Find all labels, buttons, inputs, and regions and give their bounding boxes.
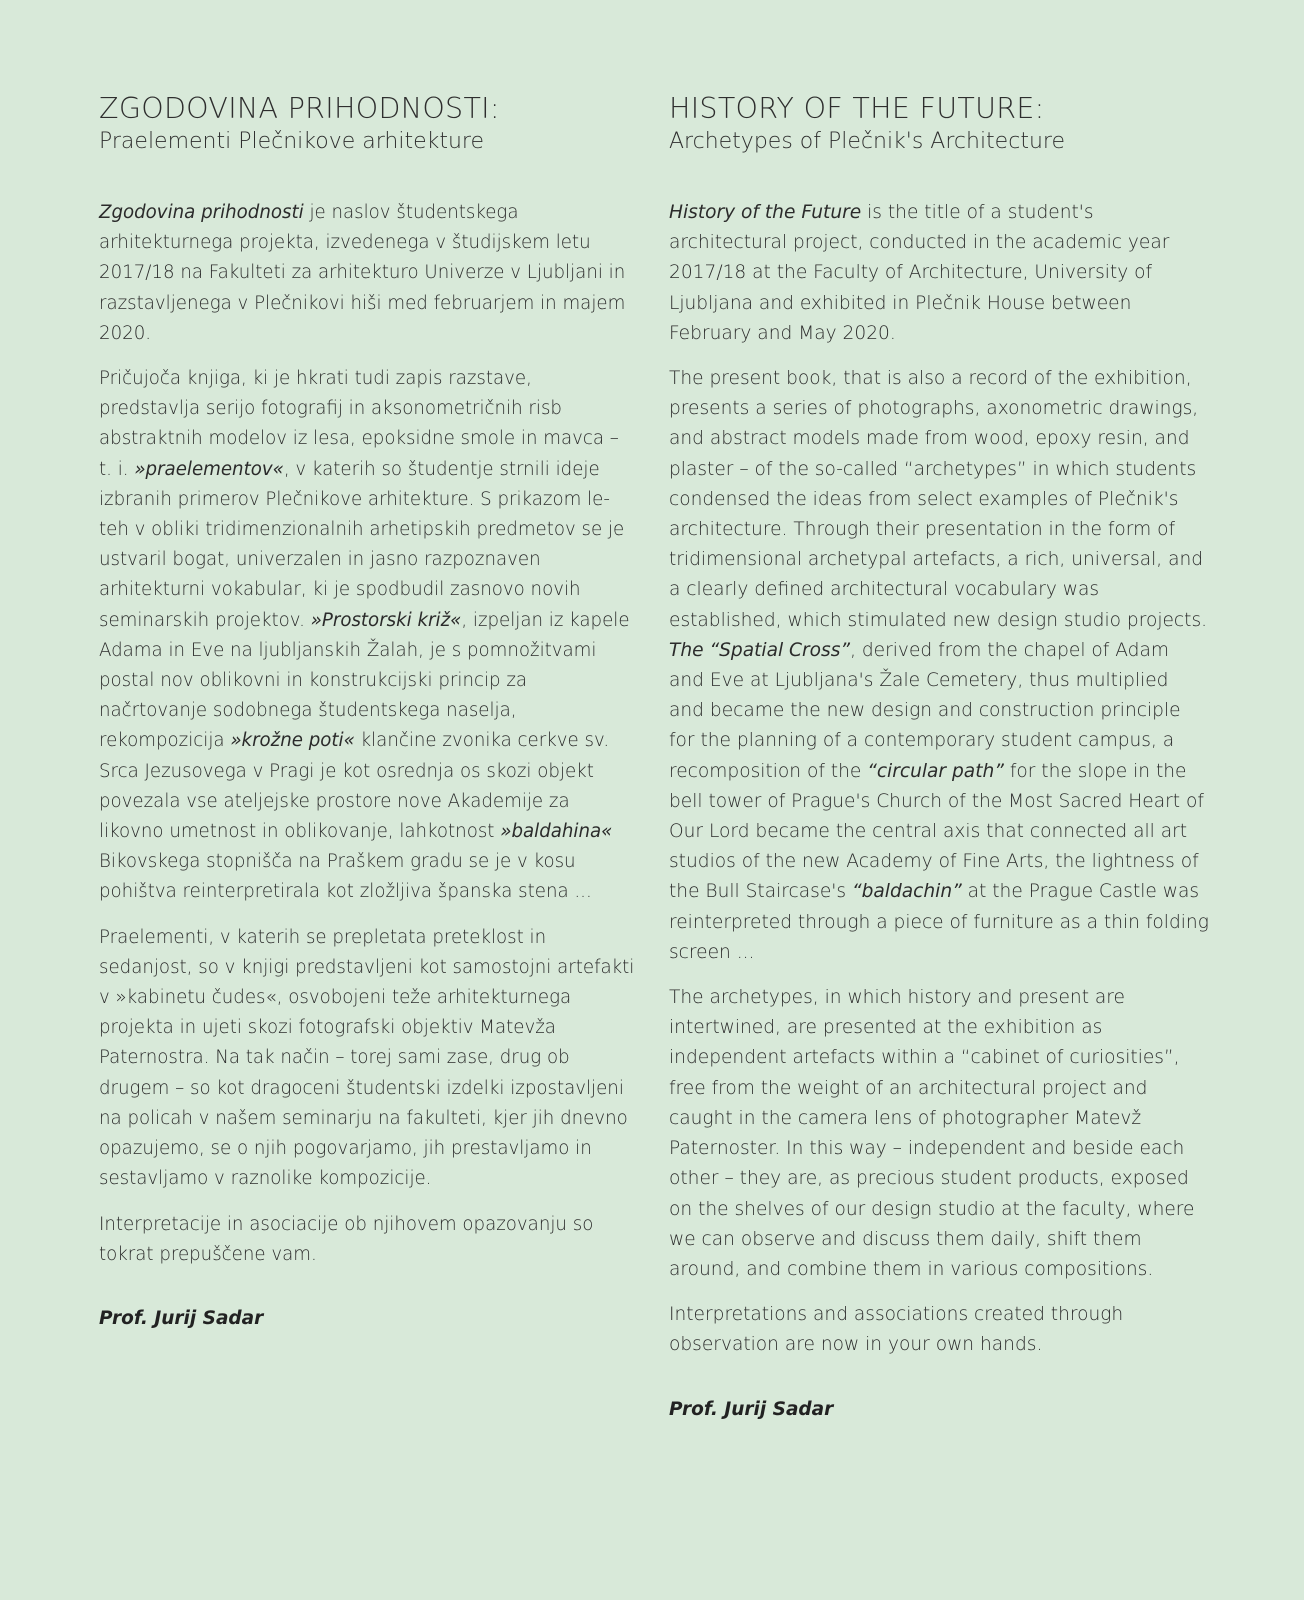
paragraph-text: for the slope in the bell tower of Prague's Church of the Most Sacred Heart of Our Lord became the central axis that connected all art studios of the new Academy of Fine Arts, the lightness of the Bull Staircase's bbox=[669, 760, 1204, 903]
paragraph-text: is the title of a student's architectural project, conducted in the academic year 2017/18 at the Faculty of Architecture, University of Ljubljana and exhibited in Plečnik House between February and May 2020. bbox=[669, 202, 1170, 344]
slovenian-paragraph-4: Interpretacije in asociacije ob njihovem opazovanju so tokrat prepuščene vam. bbox=[99, 1213, 594, 1265]
italic-term: “baldachin” bbox=[851, 881, 962, 903]
paragraph-text: , v katerih so študentje strnili ideje izbranih primerov Plečnikove arhitekture. S prikazom le-teh v obliki tridimenzionalnih arhetipskih predmetov se je ustvaril bogat, univerzalen in jasno razpoznaven arhitekturni vokabular, ki je spodbudil zasnovo novih seminarskih projektov. bbox=[99, 458, 625, 631]
english-paragraph-3: The archetypes, in which history and present are intertwined, are presented at the exhibition as independent artefacts within a “cabinet of curiosities”, free from the weight of an architectural project and caught in the camera lens of photographer Matevž Paternoster. In this way – independent and beside each other – they are, as precious student products, exposed on the shelves of our design studio at the faculty, where we can observe and discuss them daily, shift them around, and combine them in various compositions. bbox=[669, 987, 1195, 1280]
italic-term: The “Spatial Cross” bbox=[669, 639, 851, 661]
paragraph-text: The present book, that is also a record of the exhibition, presents a series of photographs, axonometric drawings, and abstract models made from wood, epoxy resin, and plaster – of the so-called “archetypes” in which students condensed the ideas from select examples of Plečnik's architecture. Through their presentation in the form of tridimensional archetypal artefacts, a rich, universal, and a clearly defined architectural vocabulary was established, which stimulated new design studio projects. bbox=[669, 368, 1208, 631]
italic-term: »baldahina« bbox=[500, 821, 613, 843]
italic-term: “circular path” bbox=[867, 760, 1004, 782]
english-paragraph-1 bbox=[669, 198, 1209, 349]
slovenian-paragraph-1 bbox=[99, 198, 637, 349]
slovenian-column bbox=[99, 92, 637, 1329]
english-title: HISTORY OF THE FUTURE: bbox=[669, 92, 1045, 125]
slovenian-title: ZGODOVINA PRIHODNOSTI: bbox=[99, 92, 500, 125]
project-title-italic: Zgodovina prihodnosti bbox=[99, 202, 304, 223]
slovenian-paragraph-3: Praelementi, v katerih se prepletata preteklost in sedanjost, so v knjigi predstavljeni kot samostojni artefakti v »kabinetu čudes«, osvobojeni teže arhitekturnega projekta in ujeti skozi fotografski objektiv Matevža Paternostra. Na tak način – torej sami zase, drug ob drugem – so kot dragoceni študentski izdelki izpostavljeni na policah v našem seminarju na fakulteti, kjer jih dnevno opazujemo, se o njih pogovarjamo, jih prestavljamo in sestavljamo v raznolike kompozicije. bbox=[99, 926, 635, 1190]
project-title-italic: History of the Future bbox=[669, 202, 862, 223]
italic-term: »krožne poti« bbox=[230, 730, 355, 752]
english-column bbox=[669, 92, 1209, 1420]
english-signature: Prof. Jurij Sadar bbox=[669, 1398, 834, 1420]
paragraph-text: Pričujoča knjiga, ki je hkrati tudi zapis razstave, predstavlja serijo fotografij in aksonometričnih risb abstraktnih modelov iz lesa, epoksidne smole in mavca – t. i. bbox=[99, 368, 619, 480]
paragraph-text: klančine zvonika cerkve sv. Srca Jezusovega v Pragi je kot osrednja os skozi objekt povezala vse ateljejske prostore nove Akademije za likovno umetnost in oblikovanje, lahkotnost bbox=[99, 730, 610, 843]
english-paragraph-4: Interpretations and associations created through observation are now in your own hands. bbox=[669, 1304, 1124, 1356]
english-paragraph-2 bbox=[669, 364, 1209, 968]
slovenian-subtitle: Praelementi Plečnikove arhitekture bbox=[99, 129, 485, 154]
paragraph-text: Bikovskega stopnišča na Praškem gradu se je v kosu pohištva reinterpretirala kot zložljiva španska stena ... bbox=[99, 851, 592, 903]
italic-term: »praelementov« bbox=[134, 458, 284, 480]
paragraph-text: , izpeljan iz kapele Adama in Eve na ljubljanskih Žalah, je s pomnožitvami postal nov oblikovni in konstrukcijski princip za načrtovanje sodobnega študentskega naselja, rekompozicija bbox=[99, 609, 630, 752]
paragraph-text: at the Prague Castle was reinterpreted through a piece of furniture as a thin folding screen ... bbox=[669, 881, 1209, 963]
english-subtitle: Archetypes of Plečnik's Architecture bbox=[669, 129, 1065, 154]
slovenian-paragraph-2 bbox=[99, 364, 637, 908]
paragraph-text: , derived from the chapel of Adam and Eve at Ljubljana's Žale Cemetery, thus multiplied and became the new design and construction principle for the planning of a contemporary student campus, a recomposition of the bbox=[669, 639, 1181, 782]
paragraph-text: je naslov študentskega arhitekturnega projekta, izvedenega v študijskem letu 2017/18 na Fakulteti za arhitekturo Univerze v Ljubljani in razstavljenega v Plečnikovi hiši med februarjem in majem 2020. bbox=[99, 202, 626, 344]
italic-term: »Prostorski križ« bbox=[310, 609, 462, 631]
slovenian-signature: Prof. Jurij Sadar bbox=[99, 1307, 264, 1329]
